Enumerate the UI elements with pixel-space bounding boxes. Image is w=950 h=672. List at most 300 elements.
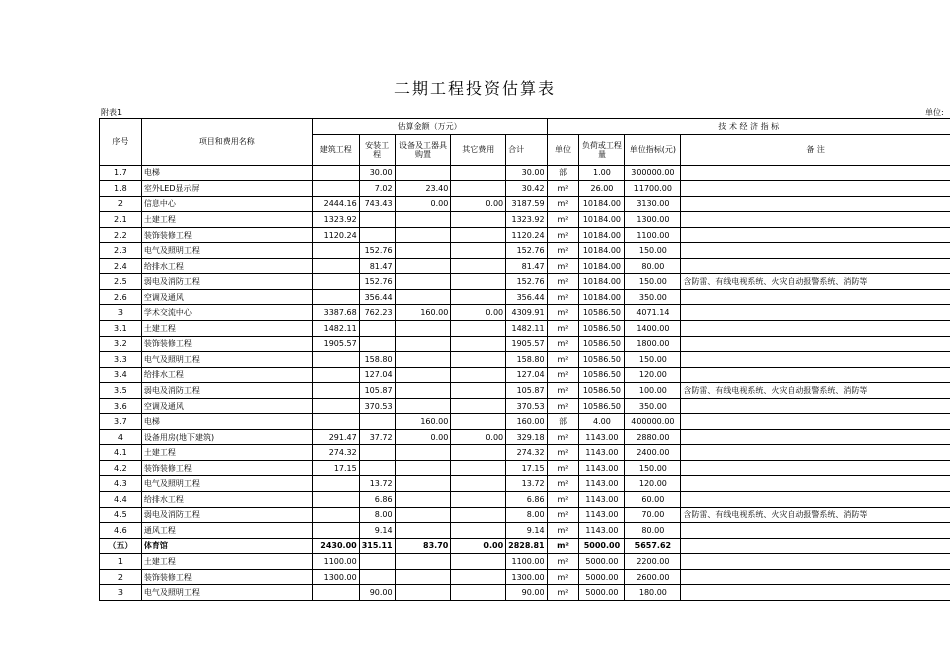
row-total: 160.00 <box>506 414 547 430</box>
row-unit-index: 120.00 <box>625 476 681 492</box>
row-remark <box>681 181 950 197</box>
row-unit: m² <box>547 398 579 414</box>
row-remark <box>681 336 950 352</box>
row-total: 1482.11 <box>506 321 547 337</box>
row-name: 电气及照明工程 <box>141 352 312 368</box>
header-total: 合计 <box>506 134 547 165</box>
row-equipment <box>395 289 451 305</box>
row-equipment <box>395 165 451 181</box>
row-load: 10184.00 <box>579 196 625 212</box>
row-name: 体育馆 <box>141 538 312 554</box>
row-load: 5000.00 <box>579 554 625 570</box>
row-remark <box>681 523 950 539</box>
row-installation: 315.11 <box>359 538 395 554</box>
row-total: 3187.59 <box>506 196 547 212</box>
row-load: 1143.00 <box>579 492 625 508</box>
row-other <box>451 367 506 383</box>
row-unit: m² <box>547 367 579 383</box>
table-row <box>100 165 950 181</box>
row-total: 274.32 <box>506 445 547 461</box>
row-installation: 152.76 <box>359 243 395 259</box>
row-total: 13.72 <box>506 476 547 492</box>
table-row <box>100 460 950 476</box>
row-unit-index: 150.00 <box>625 460 681 476</box>
row-unit: m² <box>547 212 579 228</box>
row-equipment <box>395 274 451 290</box>
row-construction <box>312 165 359 181</box>
row-load: 5000.00 <box>579 538 625 554</box>
row-other <box>451 289 506 305</box>
row-other <box>451 554 506 570</box>
row-other: 0.00 <box>451 305 506 321</box>
row-seq: 2 <box>100 196 142 212</box>
row-installation: 7.02 <box>359 181 395 197</box>
row-unit-index: 1100.00 <box>625 227 681 243</box>
row-equipment: 23.40 <box>395 181 451 197</box>
row-installation <box>359 227 395 243</box>
row-other <box>451 243 506 259</box>
row-unit: 部 <box>547 414 579 430</box>
row-equipment <box>395 585 451 601</box>
row-seq: 4.3 <box>100 476 142 492</box>
row-name: 信息中心 <box>141 196 312 212</box>
row-equipment: 160.00 <box>395 414 451 430</box>
row-installation <box>359 569 395 585</box>
row-installation: 6.86 <box>359 492 395 508</box>
row-construction <box>312 367 359 383</box>
row-other <box>451 321 506 337</box>
row-seq: 4.2 <box>100 460 142 476</box>
row-unit: m² <box>547 196 579 212</box>
row-other <box>451 414 506 430</box>
row-name: 装饰装修工程 <box>141 460 312 476</box>
row-other <box>451 258 506 274</box>
header-name: 项目和费用名称 <box>141 119 312 166</box>
row-remark <box>681 367 950 383</box>
row-seq: 3.2 <box>100 336 142 352</box>
row-other <box>451 398 506 414</box>
row-unit-index: 1300.00 <box>625 212 681 228</box>
row-seq: 2 <box>100 569 142 585</box>
table-row <box>100 383 950 399</box>
row-unit: m² <box>547 383 579 399</box>
row-total: 329.18 <box>506 429 547 445</box>
row-total: 6.86 <box>506 492 547 508</box>
header-installation: 安装工程 <box>359 134 395 165</box>
row-unit-index: 120.00 <box>625 367 681 383</box>
row-remark <box>681 476 950 492</box>
row-unit-index: 80.00 <box>625 523 681 539</box>
row-name: 土建工程 <box>141 321 312 337</box>
row-total: 127.04 <box>506 367 547 383</box>
row-remark <box>681 305 950 321</box>
row-load: 1143.00 <box>579 507 625 523</box>
row-load: 10184.00 <box>579 227 625 243</box>
row-unit: m² <box>547 554 579 570</box>
header-load: 负荷或工程量 <box>579 134 625 165</box>
row-load: 1.00 <box>579 165 625 181</box>
row-construction <box>312 243 359 259</box>
row-name: 给排水工程 <box>141 492 312 508</box>
row-other <box>451 507 506 523</box>
table-row <box>100 523 950 539</box>
row-unit-index: 70.00 <box>625 507 681 523</box>
row-construction <box>312 507 359 523</box>
table-row <box>100 336 950 352</box>
row-unit-index: 150.00 <box>625 274 681 290</box>
row-unit-index: 180.00 <box>625 585 681 601</box>
table-row <box>100 305 950 321</box>
row-construction: 3387.68 <box>312 305 359 321</box>
row-equipment <box>395 336 451 352</box>
table-row <box>100 258 950 274</box>
row-seq: 4.6 <box>100 523 142 539</box>
row-load: 1143.00 <box>579 523 625 539</box>
row-load: 10184.00 <box>579 258 625 274</box>
row-load: 10184.00 <box>579 243 625 259</box>
row-equipment <box>395 367 451 383</box>
row-total: 152.76 <box>506 274 547 290</box>
row-name: 通风工程 <box>141 523 312 539</box>
row-name: 弱电及消防工程 <box>141 383 312 399</box>
row-seq: 4.4 <box>100 492 142 508</box>
row-equipment <box>395 507 451 523</box>
row-construction: 1482.11 <box>312 321 359 337</box>
row-unit: m² <box>547 258 579 274</box>
row-construction <box>312 414 359 430</box>
row-load: 10586.50 <box>579 398 625 414</box>
row-load: 10586.50 <box>579 367 625 383</box>
row-name: 室外LED显示屏 <box>141 181 312 197</box>
row-equipment <box>395 492 451 508</box>
row-total: 1100.00 <box>506 554 547 570</box>
row-other <box>451 460 506 476</box>
header-tech-group: 技 术 经 济 指 标 <box>547 119 950 135</box>
row-unit-index: 80.00 <box>625 258 681 274</box>
row-remark <box>681 554 950 570</box>
row-unit-index: 300000.00 <box>625 165 681 181</box>
row-total: 8.00 <box>506 507 547 523</box>
row-other <box>451 181 506 197</box>
header-estimate-group: 估算金额（万元） <box>312 119 547 135</box>
row-construction: 1323.92 <box>312 212 359 228</box>
row-unit: m² <box>547 492 579 508</box>
row-construction <box>312 352 359 368</box>
row-name: 电气及照明工程 <box>141 585 312 601</box>
row-seq: 1.7 <box>100 165 142 181</box>
appendix-label: 附表1 <box>101 108 123 117</box>
row-total: 1300.00 <box>506 569 547 585</box>
row-equipment <box>395 352 451 368</box>
row-load: 5000.00 <box>579 585 625 601</box>
row-installation: 13.72 <box>359 476 395 492</box>
header-other: 其它费用 <box>451 134 506 165</box>
row-seq: 3.1 <box>100 321 142 337</box>
row-installation: 762.23 <box>359 305 395 321</box>
row-installation: 9.14 <box>359 523 395 539</box>
table-row <box>100 367 950 383</box>
row-construction <box>312 398 359 414</box>
row-unit: m² <box>547 274 579 290</box>
row-unit-index: 2880.00 <box>625 429 681 445</box>
row-construction: 1100.00 <box>312 554 359 570</box>
table-row <box>100 227 950 243</box>
row-equipment <box>395 212 451 228</box>
row-equipment <box>395 227 451 243</box>
row-installation <box>359 445 395 461</box>
estimate-table <box>99 118 950 601</box>
row-construction: 1300.00 <box>312 569 359 585</box>
row-seq: 3.5 <box>100 383 142 399</box>
row-installation: 370.53 <box>359 398 395 414</box>
header-unit-index: 单位指标(元) <box>625 134 681 165</box>
row-name: 电梯 <box>141 414 312 430</box>
row-construction <box>312 585 359 601</box>
row-other <box>451 227 506 243</box>
row-unit: m² <box>547 336 579 352</box>
row-remark <box>681 321 950 337</box>
row-equipment <box>395 523 451 539</box>
row-unit: m² <box>547 460 579 476</box>
row-installation: 356.44 <box>359 289 395 305</box>
row-seq: 3.6 <box>100 398 142 414</box>
row-name: 土建工程 <box>141 212 312 228</box>
table-row <box>100 569 950 585</box>
row-name: 弱电及消防工程 <box>141 274 312 290</box>
row-unit-index: 1800.00 <box>625 336 681 352</box>
row-construction: 2444.16 <box>312 196 359 212</box>
row-equipment <box>395 383 451 399</box>
row-seq: 3.7 <box>100 414 142 430</box>
row-load: 1143.00 <box>579 460 625 476</box>
row-equipment: 0.00 <box>395 196 451 212</box>
row-seq: 2.4 <box>100 258 142 274</box>
row-name: 装饰装修工程 <box>141 336 312 352</box>
row-construction: 274.32 <box>312 445 359 461</box>
table-row <box>100 429 950 445</box>
table-row <box>100 414 950 430</box>
row-unit-index: 1400.00 <box>625 321 681 337</box>
row-total: 370.53 <box>506 398 547 414</box>
row-name: 电气及照明工程 <box>141 243 312 259</box>
row-total: 17.15 <box>506 460 547 476</box>
row-installation <box>359 460 395 476</box>
row-seq: 2.2 <box>100 227 142 243</box>
row-name: 空调及通风 <box>141 289 312 305</box>
row-remark <box>681 289 950 305</box>
row-name: 学术交流中心 <box>141 305 312 321</box>
row-construction <box>312 181 359 197</box>
row-load: 10586.50 <box>579 383 625 399</box>
row-equipment: 160.00 <box>395 305 451 321</box>
row-seq: 3 <box>100 585 142 601</box>
row-remark <box>681 352 950 368</box>
row-total: 2828.81 <box>506 538 547 554</box>
row-equipment: 83.70 <box>395 538 451 554</box>
row-other: 0.00 <box>451 538 506 554</box>
row-other: 0.00 <box>451 196 506 212</box>
row-seq: 2.5 <box>100 274 142 290</box>
row-construction <box>312 523 359 539</box>
row-unit: m² <box>547 305 579 321</box>
row-remark: 含防雷、有线电视系统、火灾自动报警系统、消防等 <box>681 274 950 290</box>
row-remark <box>681 492 950 508</box>
row-installation: 743.43 <box>359 196 395 212</box>
row-unit: m² <box>547 352 579 368</box>
table-row <box>100 585 950 601</box>
row-installation: 8.00 <box>359 507 395 523</box>
row-total: 1120.24 <box>506 227 547 243</box>
row-load: 10586.50 <box>579 336 625 352</box>
row-load: 10586.50 <box>579 321 625 337</box>
row-installation: 152.76 <box>359 274 395 290</box>
row-equipment <box>395 569 451 585</box>
row-remark <box>681 398 950 414</box>
row-construction <box>312 274 359 290</box>
row-load: 10184.00 <box>579 212 625 228</box>
row-seq: 1.8 <box>100 181 142 197</box>
unit-label: 单位: <box>925 108 944 117</box>
row-load: 5000.00 <box>579 569 625 585</box>
table-row <box>100 507 950 523</box>
header-construction: 建筑工程 <box>312 134 359 165</box>
row-unit: m² <box>547 429 579 445</box>
row-equipment <box>395 258 451 274</box>
row-load: 1143.00 <box>579 429 625 445</box>
row-name: 电气及照明工程 <box>141 476 312 492</box>
row-installation: 105.87 <box>359 383 395 399</box>
row-remark <box>681 258 950 274</box>
row-seq: 4 <box>100 429 142 445</box>
row-remark <box>681 196 950 212</box>
row-seq: 4.5 <box>100 507 142 523</box>
table-row <box>100 289 950 305</box>
row-construction: 1120.24 <box>312 227 359 243</box>
row-name: 给排水工程 <box>141 258 312 274</box>
row-total: 30.00 <box>506 165 547 181</box>
row-unit-index: 2400.00 <box>625 445 681 461</box>
row-load: 1143.00 <box>579 476 625 492</box>
row-unit: m² <box>547 243 579 259</box>
table-row <box>100 352 950 368</box>
row-remark <box>681 445 950 461</box>
row-other <box>451 523 506 539</box>
row-total: 90.00 <box>506 585 547 601</box>
table-row <box>100 554 950 570</box>
row-other <box>451 383 506 399</box>
row-name: 空调及通风 <box>141 398 312 414</box>
row-remark <box>681 460 950 476</box>
row-name: 装饰装修工程 <box>141 569 312 585</box>
row-construction <box>312 476 359 492</box>
row-unit: m² <box>547 321 579 337</box>
table-row <box>100 274 950 290</box>
row-name: 弱电及消防工程 <box>141 507 312 523</box>
table-row <box>100 476 950 492</box>
row-construction: 17.15 <box>312 460 359 476</box>
header-remark: 备 注 <box>681 134 950 165</box>
row-unit: m² <box>547 569 579 585</box>
row-other <box>451 165 506 181</box>
header-equipment: 设备及工器具购置 <box>395 134 451 165</box>
row-equipment <box>395 243 451 259</box>
row-remark <box>681 227 950 243</box>
row-load: 26.00 <box>579 181 625 197</box>
row-installation: 90.00 <box>359 585 395 601</box>
row-installation <box>359 321 395 337</box>
row-remark <box>681 569 950 585</box>
row-construction <box>312 492 359 508</box>
row-other <box>451 569 506 585</box>
row-load: 10586.50 <box>579 352 625 368</box>
row-load: 10586.50 <box>579 305 625 321</box>
row-construction <box>312 383 359 399</box>
header-seq: 序号 <box>100 119 142 166</box>
row-installation <box>359 414 395 430</box>
row-seq: 2.6 <box>100 289 142 305</box>
row-other <box>451 352 506 368</box>
page-title: 二期工程投资估算表 <box>393 79 556 98</box>
row-unit-index: 350.00 <box>625 398 681 414</box>
row-seq: 3 <box>100 305 142 321</box>
row-unit: 部 <box>547 165 579 181</box>
row-other <box>451 445 506 461</box>
row-name: 土建工程 <box>141 554 312 570</box>
row-total: 9.14 <box>506 523 547 539</box>
row-remark <box>681 538 950 554</box>
row-unit: m² <box>547 181 579 197</box>
row-equipment <box>395 445 451 461</box>
row-construction <box>312 258 359 274</box>
row-total: 152.76 <box>506 243 547 259</box>
row-name: 设备用房(地下建筑) <box>141 429 312 445</box>
row-construction: 291.47 <box>312 429 359 445</box>
row-load: 4.00 <box>579 414 625 430</box>
row-installation <box>359 336 395 352</box>
row-seq: 3.4 <box>100 367 142 383</box>
row-other: 0.00 <box>451 429 506 445</box>
row-unit: m² <box>547 227 579 243</box>
row-unit: m² <box>547 476 579 492</box>
row-remark: 含防雷、有线电视系统、火灾自动报警系统、消防等 <box>681 383 950 399</box>
row-unit-index: 60.00 <box>625 492 681 508</box>
row-unit: m² <box>547 523 579 539</box>
row-remark: 含防雷、有线电视系统、火灾自动报警系统、消防等 <box>681 507 950 523</box>
row-unit-index: 150.00 <box>625 352 681 368</box>
row-remark <box>681 165 950 181</box>
row-remark <box>681 429 950 445</box>
row-remark <box>681 243 950 259</box>
row-other <box>451 336 506 352</box>
row-remark <box>681 414 950 430</box>
row-unit: m² <box>547 538 579 554</box>
row-seq: 4.1 <box>100 445 142 461</box>
row-name: 装饰装修工程 <box>141 227 312 243</box>
row-seq: （五） <box>100 538 142 554</box>
row-installation: 81.47 <box>359 258 395 274</box>
table-row <box>100 181 950 197</box>
row-unit-index: 5657.62 <box>625 538 681 554</box>
row-unit-index: 150.00 <box>625 243 681 259</box>
row-unit-index: 350.00 <box>625 289 681 305</box>
row-unit-index: 2200.00 <box>625 554 681 570</box>
row-other <box>451 492 506 508</box>
table-row <box>100 196 950 212</box>
row-load: 10184.00 <box>579 274 625 290</box>
row-equipment <box>395 476 451 492</box>
row-name: 给排水工程 <box>141 367 312 383</box>
row-unit-index: 4071.14 <box>625 305 681 321</box>
